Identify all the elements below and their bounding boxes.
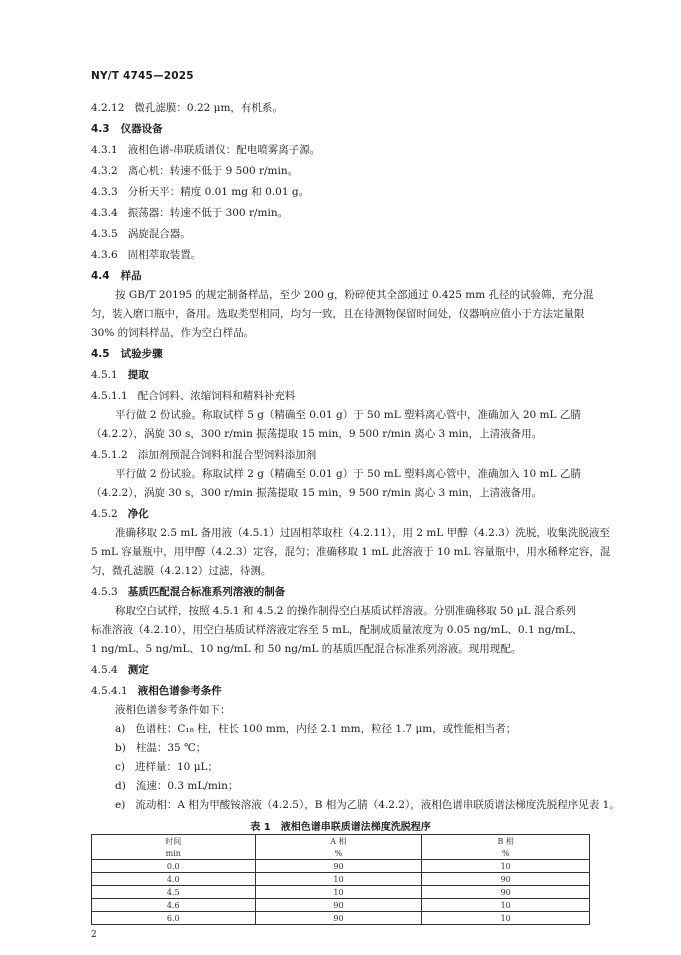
clause-text: 液相色谱参考条件 [137, 685, 222, 697]
table-row [92, 886, 590, 899]
table-cell: 90 [255, 860, 422, 873]
list-item [115, 722, 516, 736]
clause-4-3-3 [91, 185, 309, 199]
clause-number: 4.3.5 [91, 228, 118, 240]
list-item [115, 760, 218, 774]
paragraph-line: （4.2.2），涡旋 30 s，300 r/min 振荡提取 15 min，9 500 r/min 离心 3 min，上清液备用。 [91, 428, 543, 440]
paragraph-line: 平行做 2 份试验。称取试样 2 g（精确至 0.01 g）于 50 mL 塑料离心管中，准确加入 10 mL 乙腈 [115, 468, 581, 480]
document-code-header: NY/T 4745—2025 [91, 70, 194, 82]
sample-paragraph-line: 匀，装入磨口瓶中，备用。选取类型相同，均匀一致，且在待测物保留时间处，仪器响应值小于方法定量限 [91, 308, 585, 320]
paragraph-line: 称取空白试样，按照 4.5.1 和 4.5.2 的操作制得空白基质试样溶液。分别准确移取 50 μL 混合系列 [115, 605, 576, 617]
clause-text: 离心机：转速不低于 9 500 r/min。 [127, 165, 299, 177]
table-cell: 90 [255, 899, 422, 912]
heading-4-5-3 [91, 585, 285, 599]
clause-number: 4.3.1 [91, 144, 118, 156]
table-cell: 10 [255, 886, 422, 899]
list-item [115, 741, 206, 755]
clause-number: 4.5.3 [91, 586, 118, 598]
paragraph-line: 平行做 2 份试验。称取试样 5 g（精确至 0.01 g）于 50 mL 塑料离心管中，准确加入 20 mL 乙腈 [115, 409, 581, 421]
clause-4-3-5 [91, 227, 191, 241]
paragraph-line: 准确移取 2.5 mL 备用液（4.5.1）过固相萃取柱（4.2.11），用 2 mL 甲醇（4.2.3）洗脱，收集洗脱液至 [115, 527, 610, 539]
heading-4-5-1 [91, 368, 149, 382]
clause-text: 涡旋混合器。 [127, 228, 191, 240]
clause-number: 4.5 [91, 348, 110, 360]
paragraph-line: （4.2.2），涡旋 30 s，300 r/min 振荡提取 15 min，9 500 r/min 离心 3 min，上清液备用。 [91, 487, 543, 499]
table-unit-b: % [422, 847, 590, 860]
list-text: 流动相：A 相为甲酸铵溶液（4.2.5），B 相为乙腈（4.2.2），液相色谱串联质谱法梯度洗脱程序见表 1。 [135, 799, 620, 811]
heading-4-4 [91, 269, 142, 283]
heading-4-5-2 [91, 507, 149, 521]
clause-text: 液相色谱-串联质谱仪：配电喷雾离子源。 [127, 144, 321, 156]
clause-text: 试验步骤 [120, 348, 163, 360]
clause-4-3-2 [91, 164, 298, 178]
clause-number: 4.5.1 [91, 369, 118, 381]
paragraph-line: 标准溶液（4.2.10），用空白基质试样溶液定容至 5 mL，配制成质量浓度为 0.05 ng/mL、0.1 ng/mL、 [91, 624, 583, 636]
list-label: e) [115, 799, 126, 811]
clause-number: 4.5.4 [91, 664, 118, 676]
clause-number: 4.4 [91, 270, 110, 282]
clause-number: 4.3.4 [91, 207, 118, 219]
sample-paragraph-line: 按 GB/T 20195 的规定制备样品，至少 200 g，粉碎使其全部通过 0.425 mm 孔径的试验筛，充分混 [115, 289, 594, 301]
clause-text: 基质匹配混合标准系列溶液的制备 [127, 586, 286, 598]
heading-4-5-4-1 [91, 684, 222, 698]
clause-4-3-1 [91, 143, 320, 157]
list-text: 色谱柱：C₁₈ 柱，柱长 100 mm，内径 2.1 mm，粒径 1.7 μm，或性能相当者； [135, 723, 517, 735]
table-cell: 4.0 [92, 873, 256, 886]
list-label: b) [115, 742, 126, 754]
list-text: 柱温：35 ℃； [135, 742, 207, 754]
table-caption: 表 1 液相色谱串联质谱法梯度洗脱程序 [250, 822, 431, 833]
table-row [92, 899, 590, 912]
clause-4-2-12 [91, 101, 283, 115]
list-label: c) [115, 761, 125, 773]
table-cell: 10 [255, 873, 422, 886]
lc-intro: 液相色谱参考条件如下： [115, 704, 231, 716]
list-item [115, 798, 620, 812]
sample-paragraph-line: 30% 的饲料样品，作为空白样品。 [91, 327, 255, 339]
list-item [115, 779, 238, 793]
clause-number: 4.3.6 [91, 249, 118, 261]
clause-number: 4.5.4.1 [91, 685, 128, 697]
clause-number: 4.5.1.1 [91, 390, 128, 402]
clause-text: 样品 [120, 270, 142, 282]
clause-text: 测定 [127, 664, 149, 676]
heading-4-5-1-2 [91, 448, 316, 462]
table-cell: 4.5 [92, 886, 256, 899]
table-cell: 90 [422, 886, 590, 899]
table-row [92, 873, 590, 886]
list-label: d) [115, 780, 126, 792]
table-cell: 10 [422, 860, 590, 873]
page-number: 2 [91, 930, 97, 940]
clause-text: 微孔滤膜：0.22 μm，有机系。 [134, 102, 283, 114]
table-row [92, 860, 590, 873]
clause-4-3-4 [91, 206, 288, 220]
paragraph-line: 5 mL 容量瓶中，用甲醇（4.2.3）定容，混匀；准确移取 1 mL 此溶液于 10 mL 容量瓶中，用水稀释定容，混 [91, 546, 611, 558]
table-cell: 90 [255, 912, 422, 925]
clause-number: 4.5.2 [91, 508, 118, 520]
gradient-table [91, 834, 590, 925]
list-label: a) [115, 723, 126, 735]
heading-4-3 [91, 122, 163, 136]
table-cell: 0.0 [92, 860, 256, 873]
clause-number: 4.3.2 [91, 165, 118, 177]
table-unit-a: % [255, 847, 422, 860]
table-cell: 10 [422, 912, 590, 925]
clause-number: 4.5.1.2 [91, 449, 128, 461]
clause-number: 4.3 [91, 123, 110, 135]
table-cell: 6.0 [92, 912, 256, 925]
paragraph-line: 匀，微孔滤膜（4.2.12）过滤，待测。 [91, 565, 272, 577]
clause-number: 4.3.3 [91, 186, 118, 198]
paragraph-line: 1 ng/mL、5 ng/mL、10 ng/mL 和 50 ng/mL 的基质匹配混合标准系列溶液。现用现配。 [91, 643, 522, 655]
table-header-b: B 相 [422, 835, 590, 848]
clause-text: 配合饲料、浓缩饲料和精料补充料 [137, 390, 296, 402]
table-cell: 10 [422, 899, 590, 912]
clause-text: 仪器设备 [120, 123, 163, 135]
clause-number: 4.2.12 [91, 102, 125, 114]
table-header-time: 时间 [92, 835, 256, 848]
table-unit-time: min [92, 847, 256, 860]
list-text: 流速：0.3 mL/min； [135, 780, 239, 792]
clause-text: 振荡器：转速不低于 300 r/min。 [127, 207, 289, 219]
clause-text: 分析天平：精度 0.01 mg 和 0.01 g。 [127, 186, 310, 198]
clause-text: 固相萃取装置。 [127, 249, 202, 261]
table-cell: 4.6 [92, 899, 256, 912]
clause-text: 提取 [127, 369, 149, 381]
list-text: 进样量：10 μL； [135, 761, 218, 773]
table-row [92, 912, 590, 925]
table-header-a: A 相 [255, 835, 422, 848]
clause-text: 净化 [127, 508, 149, 520]
clause-text: 添加剂预混合饲料和混合型饲料添加剂 [137, 449, 317, 461]
heading-4-5-4 [91, 663, 149, 677]
heading-4-5-1-1 [91, 389, 295, 403]
table-cell: 90 [422, 873, 590, 886]
heading-4-5 [91, 347, 163, 361]
clause-4-3-6 [91, 248, 201, 262]
